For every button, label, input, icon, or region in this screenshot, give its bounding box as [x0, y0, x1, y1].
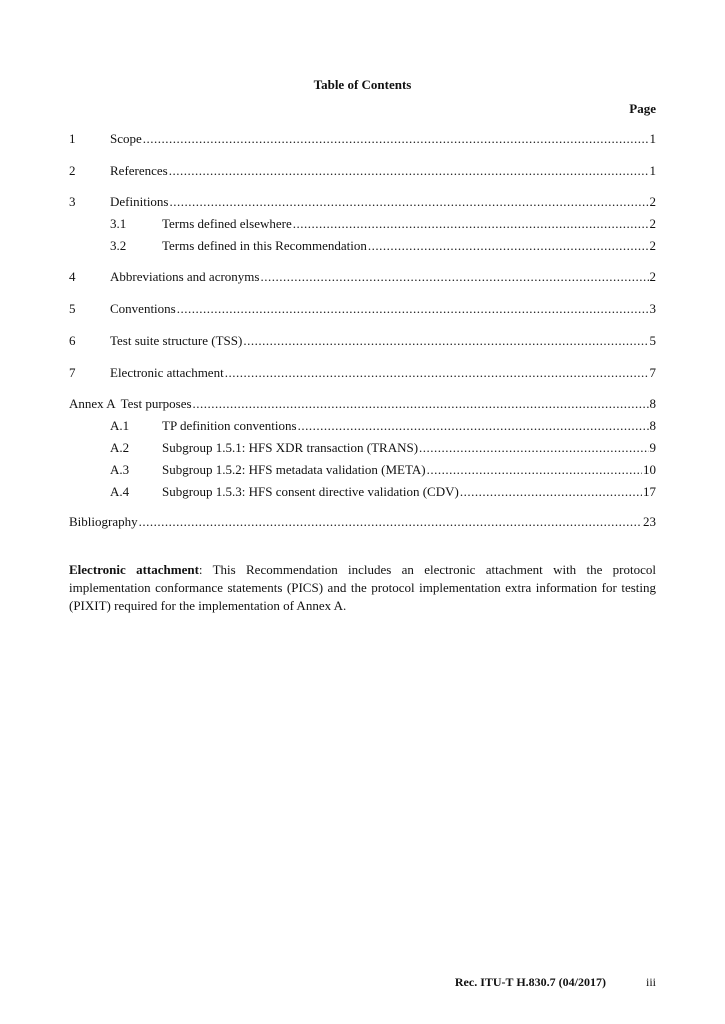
- toc-entry-title: Definitions: [110, 194, 169, 209]
- toc-subentry: [110, 238, 656, 254]
- toc-leader-dots: [169, 163, 649, 179]
- toc-entry-page: 2: [649, 238, 656, 253]
- toc-entry-page: 8: [649, 418, 656, 433]
- toc-leader-dots: [419, 440, 648, 456]
- note-label: Electronic attachment: [69, 562, 199, 577]
- toc-entry-number: 2: [69, 163, 76, 178]
- toc-entry-number: 6: [69, 333, 76, 348]
- toc-entry-title: Test suite structure (TSS): [110, 333, 243, 348]
- toc-entry-page: 10: [643, 462, 656, 477]
- toc-entry-title: Bibliography: [69, 514, 138, 529]
- toc-title: Table of Contents: [313, 77, 412, 92]
- toc-entry-title: Terms defined in this Recommendation: [162, 238, 367, 253]
- toc-entry-number: A.1: [110, 418, 130, 433]
- toc-entry-number: 3: [69, 194, 76, 209]
- toc-subentry: [110, 462, 656, 478]
- toc-entry-title: TP definition conventions: [162, 418, 297, 433]
- electronic-attachment-note: [69, 561, 656, 615]
- toc-entry-title: Subgroup 1.5.3: HFS consent directive validation (CDV): [162, 484, 459, 499]
- toc-leader-dots: [143, 131, 649, 147]
- toc-leader-dots: [427, 462, 642, 478]
- toc-entry-number: A.2: [110, 440, 130, 455]
- toc-entry-number: 1: [69, 131, 76, 146]
- toc-entry: [69, 333, 656, 349]
- toc-entry-page: 9: [649, 440, 656, 455]
- footer-page-number: iii: [645, 975, 656, 989]
- toc-entry-number: 7: [69, 365, 76, 380]
- toc-entry-page: 17: [643, 484, 656, 499]
- toc-leader-dots: [170, 194, 649, 210]
- toc-entry-title: Terms defined elsewhere: [162, 216, 292, 231]
- toc-entry-annex: [69, 396, 656, 412]
- toc-entry-page: 3: [649, 301, 656, 316]
- note-text: : This Recommendation includes an electronic attachment with the protocol implementation conformance statements (PICS) and the protocol implementation extra information for testing (PIXIT) required for the implementation of Annex A.: [69, 562, 656, 613]
- toc-leader-dots: [225, 365, 649, 381]
- toc-entry-page: 2: [649, 269, 656, 284]
- toc-entry: [69, 301, 656, 317]
- toc-leader-dots: [298, 418, 649, 434]
- toc-entry: [69, 365, 656, 381]
- toc-subentry: [110, 484, 656, 500]
- toc-leader-dots: [243, 333, 648, 349]
- toc-entry-number: 3.1: [110, 216, 127, 231]
- toc-leader-dots: [260, 269, 648, 285]
- toc-entry-page: 1: [649, 131, 656, 146]
- toc-entry-number: A.3: [110, 462, 130, 477]
- toc-entry-title: Subgroup 1.5.2: HFS metadata validation (META): [162, 462, 426, 477]
- toc-entry-title: Electronic attachment: [110, 365, 224, 380]
- toc-leader-dots: [368, 238, 649, 254]
- toc-subentry: [110, 418, 656, 434]
- toc-leader-dots: [177, 301, 649, 317]
- toc-entry-page: 8: [649, 396, 656, 411]
- toc-leader-dots: [139, 514, 642, 530]
- toc-entry-title: Test purposes: [120, 396, 192, 411]
- toc-subentry: [110, 216, 656, 232]
- toc-entry-title: Abbreviations and acronyms: [110, 269, 260, 284]
- toc-entry-number: A.4: [110, 484, 130, 499]
- page-column-heading: Page: [629, 101, 656, 116]
- toc-entry-number: 5: [69, 301, 76, 316]
- toc-entry: [69, 131, 656, 147]
- toc-entry-page: 2: [649, 216, 656, 231]
- toc-entry-number: 4: [69, 269, 76, 284]
- toc-entry-number: 3.2: [110, 238, 127, 253]
- toc-entry: [69, 163, 656, 179]
- toc-entry-page: 7: [649, 365, 656, 380]
- toc-entry-bibliography: [69, 514, 656, 530]
- toc-leader-dots: [293, 216, 649, 232]
- toc-subentry: [110, 440, 656, 456]
- toc-entry-title: Conventions: [110, 301, 176, 316]
- toc-entry-title: References: [110, 163, 168, 178]
- footer-recommendation: Rec. ITU-T H.830.7 (04/2017): [454, 975, 606, 989]
- toc-entry-page: 5: [649, 333, 656, 348]
- toc-leader-dots: [193, 396, 649, 412]
- toc-leader-dots: [460, 484, 642, 500]
- toc-entry-title: Subgroup 1.5.1: HFS XDR transaction (TRANS): [162, 440, 419, 455]
- toc-entry-page: 23: [643, 514, 656, 529]
- toc-entry-page: 2: [649, 194, 656, 209]
- toc-entry-page: 1: [649, 163, 656, 178]
- toc-entry: [69, 269, 656, 285]
- toc-entry-number: Annex A: [69, 396, 116, 411]
- toc-entry: [69, 194, 656, 210]
- toc-entry-title: Scope: [110, 131, 142, 146]
